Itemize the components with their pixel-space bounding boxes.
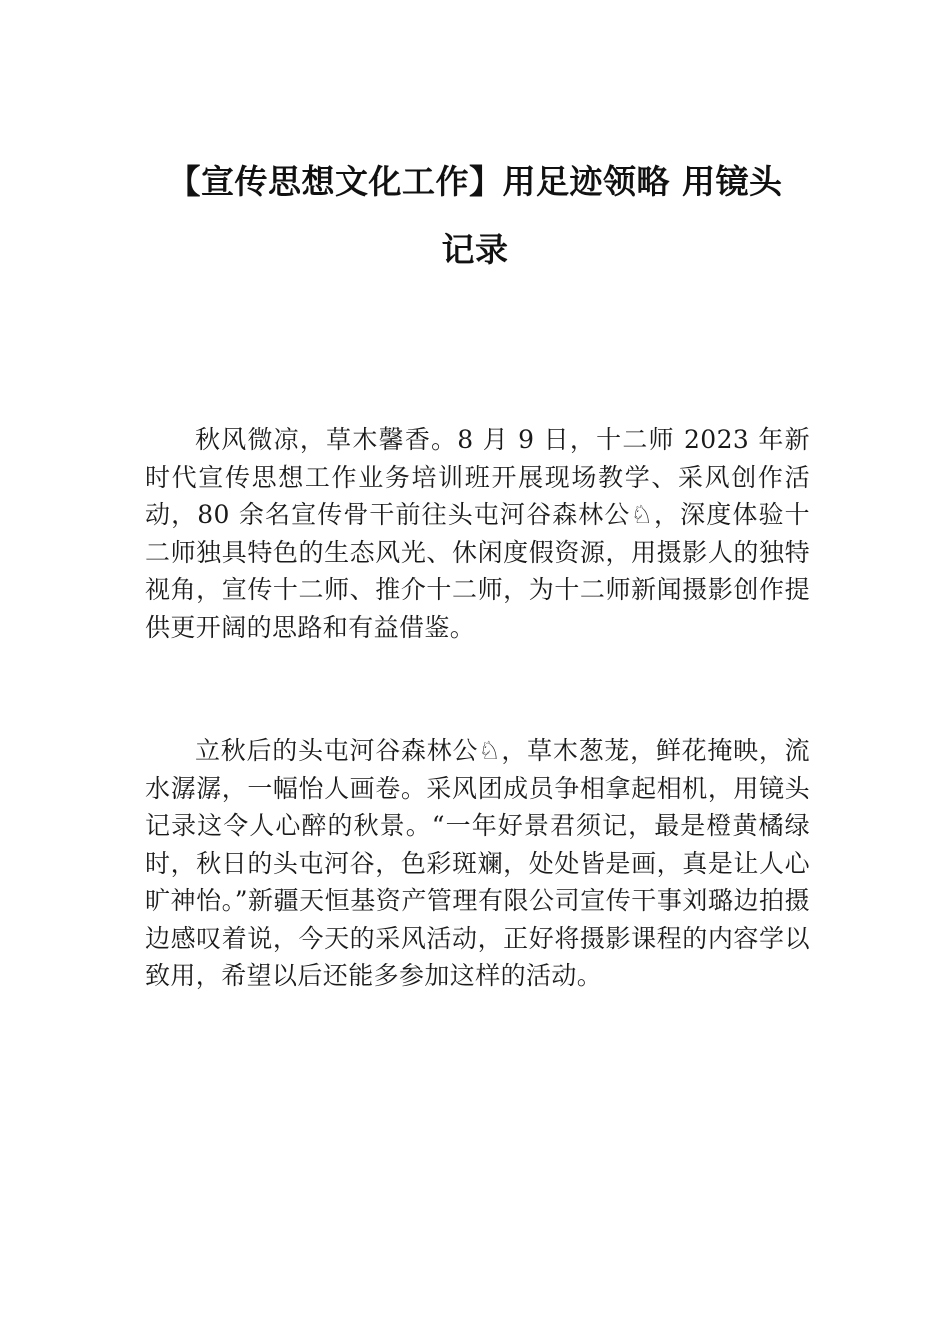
title-line-2: 记录	[441, 230, 509, 269]
title-line-1: 【宣传思想文化工作】用足迹领略 用镜头	[167, 162, 783, 201]
document-title	[140, 148, 810, 284]
body-paragraph-2: 立秋后的头屯河谷森林公♘，草木葱茏，鲜花掩映，流水潺潺，一幅怡人画卷。采风团成员争相拿起相机，用镜头记录这令人心醉的秋景。“一年好景君须记，最是橙黄橘绿时，秋日的头屯河谷，色彩斑斓，处处皆是画，真是让人心旷神怡。”新疆天恒基资产管理有限公司宣传干事刘璐边拍摄边感叹着说，今天的采风活动，正好将摄影课程的内容学以致用，希望以后还能多参加这样的活动。	[145, 736, 810, 990]
body-paragraph-1: 秋风微凉，草木馨香。8 月 9 日，十二师 2023 年新时代宣传思想工作业务培训班开展现场教学、采风创作活动，80 余名宣传骨干前往头屯河谷森林公♘，深度体验十二师独具特色的生态风光、休闲度假资源，用摄影人的独特视角，宣传十二师、推介十二师，为十二师新闻摄影创作提供更开阔的思路和有益借鉴。	[145, 425, 810, 642]
